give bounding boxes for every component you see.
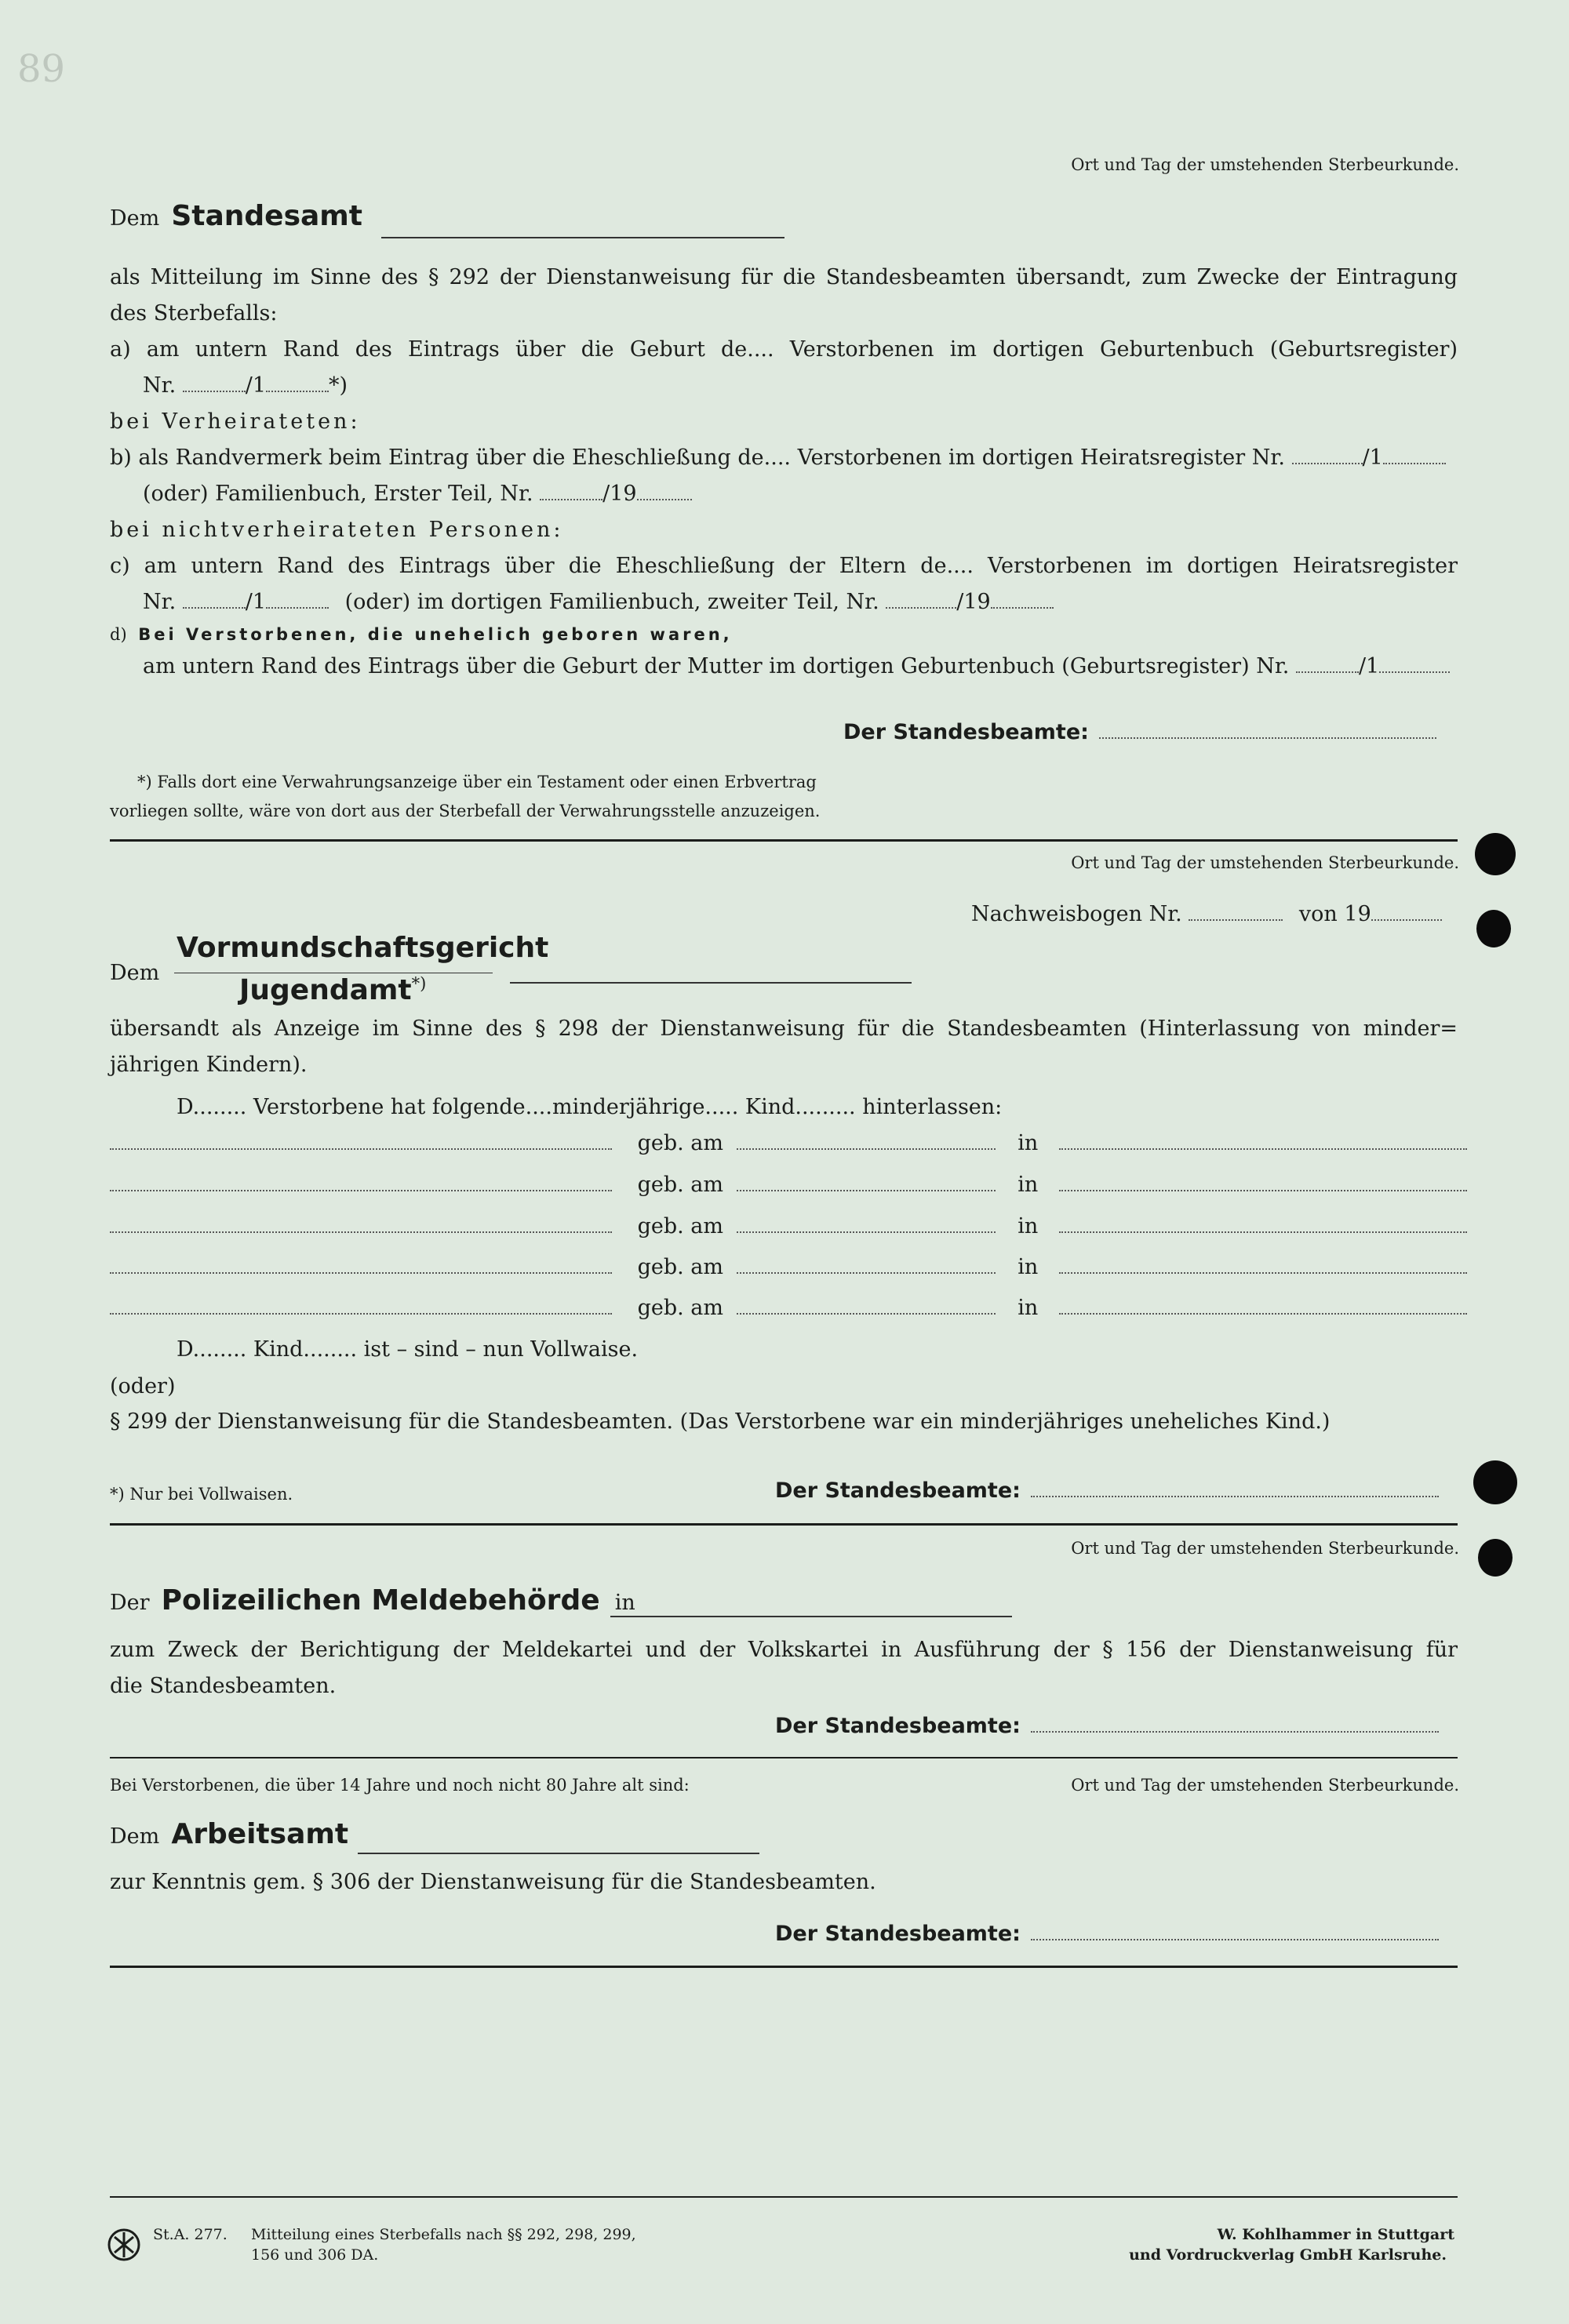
sec4-authority: Arbeitsamt [171, 1818, 349, 1850]
child-birthplace-field[interactable] [1059, 1271, 1467, 1274]
child-birthdate-field[interactable] [737, 1189, 996, 1191]
sec2-line2: jährigen Kindern). [110, 1053, 308, 1077]
child-birthplace-field[interactable] [1059, 1189, 1467, 1191]
sec2-kind-line: D........ Kind........ ist – sind – nun Vollwaise. [177, 1337, 639, 1362]
geb-am-label: geb. am [637, 1255, 724, 1279]
child-name-field[interactable] [110, 1271, 612, 1274]
sec1-b2-mid: /19 [602, 482, 637, 506]
sec2-dem: Dem [110, 961, 160, 985]
sec1-signature-label: Der Standesbeamte: [843, 720, 1089, 744]
punch-hole [1475, 833, 1516, 875]
sec4-signature-field[interactable] [1031, 1938, 1439, 1940]
sec1-signature-field[interactable] [1099, 736, 1436, 739]
sec2-von-label: von 19 [1298, 902, 1371, 926]
sec1-fn1: *) Falls dort eine Verwahrungsanzeige über ein Testament oder einen Erbvertrag [137, 773, 817, 791]
sec1-b2-field2[interactable] [637, 498, 692, 500]
sec2-line1: übersandt als Anzeige im Sinne des § 298 der Dienstanweisung für die Standesbeamten (Hinterlassung von minder= [110, 1017, 1458, 1041]
sec1-d1 [110, 621, 733, 646]
corner-mark: 89 [17, 47, 66, 91]
geb-am-label: geb. am [637, 1131, 724, 1155]
sec1-a2-mid: /1 [245, 373, 267, 398]
sec2-fn: *) Nur bei Vollwaisen. [110, 1485, 293, 1504]
sec2-signature [775, 1478, 1439, 1503]
sec3-signature-field[interactable] [1031, 1730, 1439, 1733]
in-label: in [1017, 1173, 1039, 1197]
geb-am-label: geb. am [637, 1214, 724, 1238]
geb-am-label: geb. am [637, 1173, 724, 1197]
sec2-oder: (oder) [110, 1374, 176, 1398]
table-row [110, 1255, 1467, 1279]
publisher-logo-icon [107, 2228, 141, 2265]
sec3-location-line[interactable] [610, 1616, 1012, 1617]
table-row [110, 1296, 1467, 1320]
sec1-a2-field1[interactable] [183, 390, 246, 392]
sec1-ort-tag: Ort und Tag der umstehenden Sterbeurkunde. [1071, 155, 1459, 174]
divider-1 [110, 839, 1458, 842]
sec4-heading [110, 1818, 348, 1850]
child-name-field[interactable] [110, 1147, 612, 1150]
sec1-a2-pre: Nr. [143, 373, 177, 398]
child-birthdate-field[interactable] [737, 1271, 996, 1274]
geb-am-label: geb. am [637, 1296, 724, 1320]
sec2-auth2: Jugendamt [239, 974, 412, 1006]
sec1-c2-field2[interactable] [266, 606, 329, 609]
sec1-d2-text: am untern Rand des Eintrags über die Geburt der Mutter im dortigen Geburtenbuch (Geburtsregister) Nr. [143, 654, 1290, 678]
in-label: in [1017, 1131, 1039, 1155]
sec1-c2-text: (oder) im dortigen Familienbuch, zweiter Teil, Nr. [344, 590, 879, 614]
sec3-in: in [614, 1591, 635, 1615]
sec1-c2-pre: Nr. [143, 590, 177, 614]
footer-code: St.A. 277. [153, 2226, 228, 2243]
punch-hole [1478, 1539, 1513, 1577]
sec2-auth2-star: *) [411, 974, 427, 993]
footer-title1: Mitteilung eines Sterbefalls nach §§ 292, 298, 299, [251, 2226, 636, 2243]
child-name-field[interactable] [110, 1231, 612, 1233]
table-row [110, 1173, 1467, 1197]
sec1-c2-field1[interactable] [183, 606, 246, 609]
footer-pub1: W. Kohlhammer in Stuttgart [1217, 2226, 1454, 2243]
sec2-signature-label: Der Standesbeamte: [775, 1478, 1021, 1503]
sec2-nachweis-label: Nachweisbogen Nr. [971, 902, 1182, 926]
sec2-von-field[interactable] [1371, 918, 1442, 921]
sec1-c2-mid2: /19 [956, 590, 991, 614]
sec1-heading [110, 200, 362, 232]
child-birthdate-field[interactable] [737, 1147, 996, 1150]
sec1-c2-field3[interactable] [886, 606, 956, 609]
sec3-signature [775, 1714, 1439, 1738]
sec2-auth1: Vormundschaftsgericht [177, 932, 549, 964]
sec2-signature-field[interactable] [1031, 1495, 1439, 1497]
sec3-authority: Polizeilichen Meldebehörde [161, 1584, 600, 1617]
punch-hole [1473, 1460, 1517, 1504]
sec4-line1: zur Kenntnis gem. § 306 der Dienstanweisung für die Standesbeamten. [110, 1870, 876, 1894]
child-birthdate-field[interactable] [737, 1231, 996, 1233]
table-row [110, 1214, 1467, 1238]
sec1-a2-field2[interactable] [266, 390, 329, 392]
sec2-auth2-wrap [239, 974, 426, 1006]
sec4-signature-label: Der Standesbeamte: [775, 1922, 1021, 1946]
sec1-b2-field1[interactable] [540, 498, 602, 500]
in-label: in [1017, 1296, 1039, 1320]
sec3-heading [110, 1584, 635, 1617]
sec1-line1: als Mitteilung im Sinne des § 292 der Dienstanweisung für die Standesbeamten übersandt, zum Zwecke der Eintragung [110, 265, 1458, 289]
sec1-b1 [110, 446, 1446, 470]
sec4-signature [775, 1922, 1439, 1946]
sec2-p299: § 299 der Dienstanweisung für die Standesbeamten. (Das Verstorbene war ein minderjähriges uneheliches Kind.) [110, 1409, 1331, 1434]
sec1-a2 [143, 373, 348, 398]
sec1-d-label: d) [110, 625, 127, 644]
child-birthdate-field[interactable] [737, 1312, 996, 1315]
sec1-c2-field4[interactable] [991, 606, 1054, 609]
sec1-b1-field1[interactable] [1292, 462, 1363, 464]
sec1-d2-field2[interactable] [1379, 671, 1450, 673]
child-birthplace-field[interactable] [1059, 1312, 1467, 1315]
sec1-d-bold: Bei Verstorbenen, die unehelich geboren waren, [138, 625, 733, 644]
divider-3 [110, 1757, 1458, 1758]
sec1-b2 [143, 482, 692, 506]
sec1-a1: a) am untern Rand des Eintrags über die Geburt de.... Verstorbenen im dortigen Geburtenbuch (Geburtsregister) [110, 337, 1458, 362]
sec1-b1-field2[interactable] [1383, 462, 1446, 464]
table-row [110, 1131, 1467, 1155]
sec3-line2: die Standesbeamten. [110, 1674, 337, 1698]
sec1-d2-field1[interactable] [1296, 671, 1359, 673]
sec1-c2 [143, 590, 1054, 614]
sec1-b2-text: (oder) Familienbuch, Erster Teil, Nr. [143, 482, 533, 506]
in-label: in [1017, 1255, 1039, 1279]
sec1-signature [843, 720, 1436, 744]
sec1-c1: c) am untern Rand des Eintrags über die Eheschließung der Eltern de.... Verstorbenen im dortigen Heiratsregister [110, 554, 1458, 578]
sec2-nachweis [971, 902, 1442, 926]
child-birthplace-field[interactable] [1059, 1147, 1467, 1150]
divider-2 [110, 1523, 1458, 1526]
sec1-authority: Standesamt [171, 200, 363, 232]
sec1-d2 [143, 654, 1450, 678]
sec4-dem: Dem [110, 1824, 160, 1849]
child-name-field[interactable] [110, 1312, 612, 1315]
in-label: in [1017, 1214, 1039, 1238]
sec1-d2-mid: /1 [1358, 654, 1380, 678]
sec1-authority-line[interactable] [381, 237, 784, 238]
sec3-ort-tag: Ort und Tag der umstehenden Sterbeurkunde. [1071, 1539, 1459, 1558]
sec1-b1-text: b) als Randvermerk beim Eintrag über die Eheschließung de.... Verstorbenen im dortigen Heiratsregister Nr. [110, 446, 1285, 470]
sec4-note: Bei Verstorbenen, die über 14 Jahre und noch nicht 80 Jahre alt sind: [110, 1776, 690, 1795]
sec1-b1-mid: /1 [1362, 446, 1383, 470]
sec3-der: Der [110, 1591, 150, 1615]
sec1-c2-mid: /1 [245, 590, 267, 614]
sec1-a2-post: *) [329, 373, 348, 398]
sec2-nachweis-field[interactable] [1189, 918, 1283, 921]
footer-title2: 156 und 306 DA. [251, 2246, 379, 2264]
sec4-ort-tag: Ort und Tag der umstehenden Sterbeurkunde. [1071, 1776, 1459, 1795]
sec2-authority-line[interactable] [510, 982, 912, 984]
sec3-signature-label: Der Standesbeamte: [775, 1714, 1021, 1738]
sec2-ort-tag: Ort und Tag der umstehenden Sterbeurkunde. [1071, 853, 1459, 872]
divider-4 [110, 1966, 1458, 1968]
sec1-line2: des Sterbefalls: [110, 301, 278, 326]
sec1-bei-verh: bei Verheirateten: [110, 409, 361, 434]
sec3-line1: zum Zweck der Berichtigung der Meldekartei und der Volkskartei in Ausführung der § 156 der Dienstanweisung für [110, 1638, 1458, 1662]
child-name-field[interactable] [110, 1189, 612, 1191]
sec2-heir-line: D........ Verstorbene hat folgende....minderjährige..... Kind......... hinterlassen: [177, 1095, 1003, 1119]
child-birthplace-field[interactable] [1059, 1231, 1467, 1233]
sec1-dem: Dem [110, 206, 160, 231]
sec1-bei-nicht: bei nichtverheirateten Personen: [110, 518, 564, 542]
footer-rule [110, 2196, 1458, 2198]
punch-hole [1476, 910, 1511, 947]
footer-pub2: und Vordruckverlag GmbH Karlsruhe. [1129, 2246, 1447, 2264]
sec1-fn2: vorliegen sollte, wäre von dort aus der Sterbefall der Verwahrungsstelle anzuzeigen. [110, 802, 821, 820]
sec4-authority-line[interactable] [358, 1853, 759, 1854]
